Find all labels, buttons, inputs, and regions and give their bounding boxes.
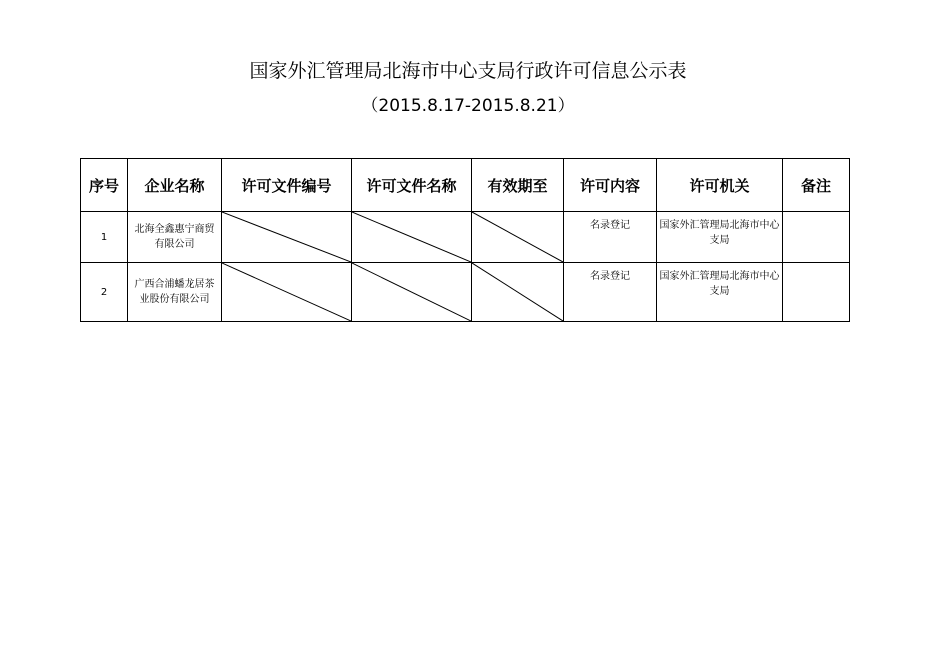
diagonal-slash bbox=[352, 263, 471, 321]
document-date-range: （2015.8.17-2015.8.21） bbox=[361, 96, 575, 116]
row-valid-until-empty bbox=[472, 263, 564, 322]
diagonal-slash bbox=[352, 212, 471, 262]
row-permit-name-empty bbox=[352, 263, 472, 322]
row-index: 2 bbox=[81, 263, 128, 322]
row-index: 1 bbox=[81, 212, 128, 263]
row-company: 北海全鑫惠宁商贸有限公司 bbox=[128, 212, 222, 263]
table-row bbox=[81, 263, 850, 322]
header-permit-name: 许可文件名称 bbox=[352, 159, 472, 212]
row-valid-until-empty bbox=[472, 212, 564, 263]
header-company: 企业名称 bbox=[128, 159, 222, 212]
row-authority: 国家外汇管理局北海市中心支局 bbox=[657, 212, 783, 263]
row-remarks bbox=[783, 263, 850, 322]
diagonal-slash bbox=[222, 212, 351, 262]
row-content: 名录登记 bbox=[564, 263, 657, 322]
row-permit-number-empty bbox=[222, 263, 352, 322]
diagonal-slash bbox=[222, 263, 351, 321]
row-permit-number-empty bbox=[222, 212, 352, 263]
diagonal-slash bbox=[472, 212, 563, 262]
table-header-row bbox=[81, 159, 850, 212]
row-permit-name-empty bbox=[352, 212, 472, 263]
permit-info-table bbox=[80, 158, 850, 322]
table-row bbox=[81, 212, 850, 263]
header-content: 许可内容 bbox=[564, 159, 657, 212]
row-content: 名录登记 bbox=[564, 212, 657, 263]
header-index: 序号 bbox=[81, 159, 128, 212]
document-title: 国家外汇管理局北海市中心支局行政许可信息公示表 bbox=[249, 60, 687, 82]
diagonal-slash bbox=[472, 263, 563, 321]
header-remarks: 备注 bbox=[783, 159, 850, 212]
row-remarks bbox=[783, 212, 850, 263]
header-permit-number: 许可文件编号 bbox=[222, 159, 352, 212]
row-authority: 国家外汇管理局北海市中心支局 bbox=[657, 263, 783, 322]
row-company: 广西合浦蟠龙居茶业股份有限公司 bbox=[128, 263, 222, 322]
header-valid-until: 有效期至 bbox=[472, 159, 564, 212]
header-authority: 许可机关 bbox=[657, 159, 783, 212]
